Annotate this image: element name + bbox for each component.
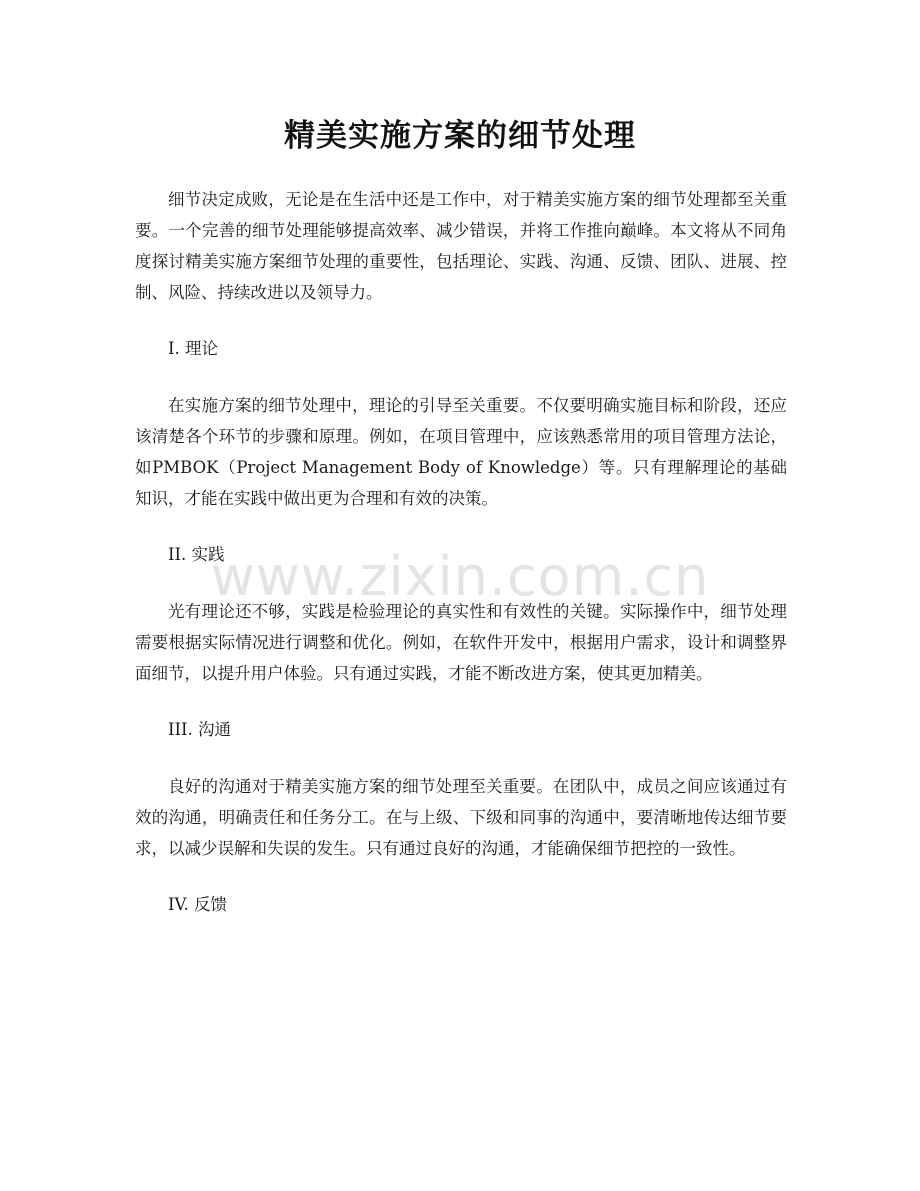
spacer — [135, 745, 787, 771]
document-body — [135, 184, 787, 920]
section-heading-communication: III. 沟通 — [168, 720, 232, 739]
section-body-communication: 良好的沟通对于精美实施方案的细节处理至关重要。在团队中，成员之间应该通过有效的沟通，明确责任和任务分工。在与上级、下级和同事的沟通中，要清晰地传达细节要求，以减少误解和失误的发生。只有通过良好的沟通，才能确保细节把控的一致性。 — [135, 777, 787, 858]
spacer — [135, 864, 787, 889]
intro-paragraph: 细节决定成败，无论是在生活中还是工作中，对于精美实施方案的细节处理都至关重要。一个完善的细节处理能够提高效率、减少错误，并将工作推向巅峰。本文将从不同角度探讨精美实施方案细节处理的重要性，包括理论、实践、沟通、反馈、团队、进展、控制、风险、持续改进以及领导力。 — [135, 190, 787, 302]
section-heading-feedback: IV. 反馈 — [168, 895, 228, 914]
document-title: 精美实施方案的细节处理 — [284, 118, 636, 154]
section-heading-practice: II. 实践 — [168, 545, 225, 564]
spacer — [135, 514, 787, 539]
section-body-practice: 光有理论还不够，实践是检验理论的真实性和有效性的关键。实际操作中，细节处理需要根据实际情况进行调整和优化。例如，在软件开发中，根据用户需求，设计和调整界面细节，以提升用户体验。只有通过实践，才能不断改进方案，使其更加精美。 — [135, 602, 787, 683]
spacer — [135, 364, 787, 390]
section-body-theory: 在实施方案的细节处理中，理论的引导至关重要。不仅要明确实施目标和阶段，还应该清楚各个环节的步骤和原理。例如，在项目管理中，应该熟悉常用的项目管理方法论，如PMBOK（Project Management Body of Knowledge）等。只有理解理论的基础知识，才能在实践中做出更为合理和有效的决策。 — [135, 396, 787, 508]
watermark-text: www.zixin.com.cn — [210, 545, 710, 608]
section-heading-theory: I. 理论 — [168, 339, 219, 358]
spacer — [135, 689, 787, 714]
spacer — [135, 570, 787, 596]
spacer — [135, 308, 787, 333]
